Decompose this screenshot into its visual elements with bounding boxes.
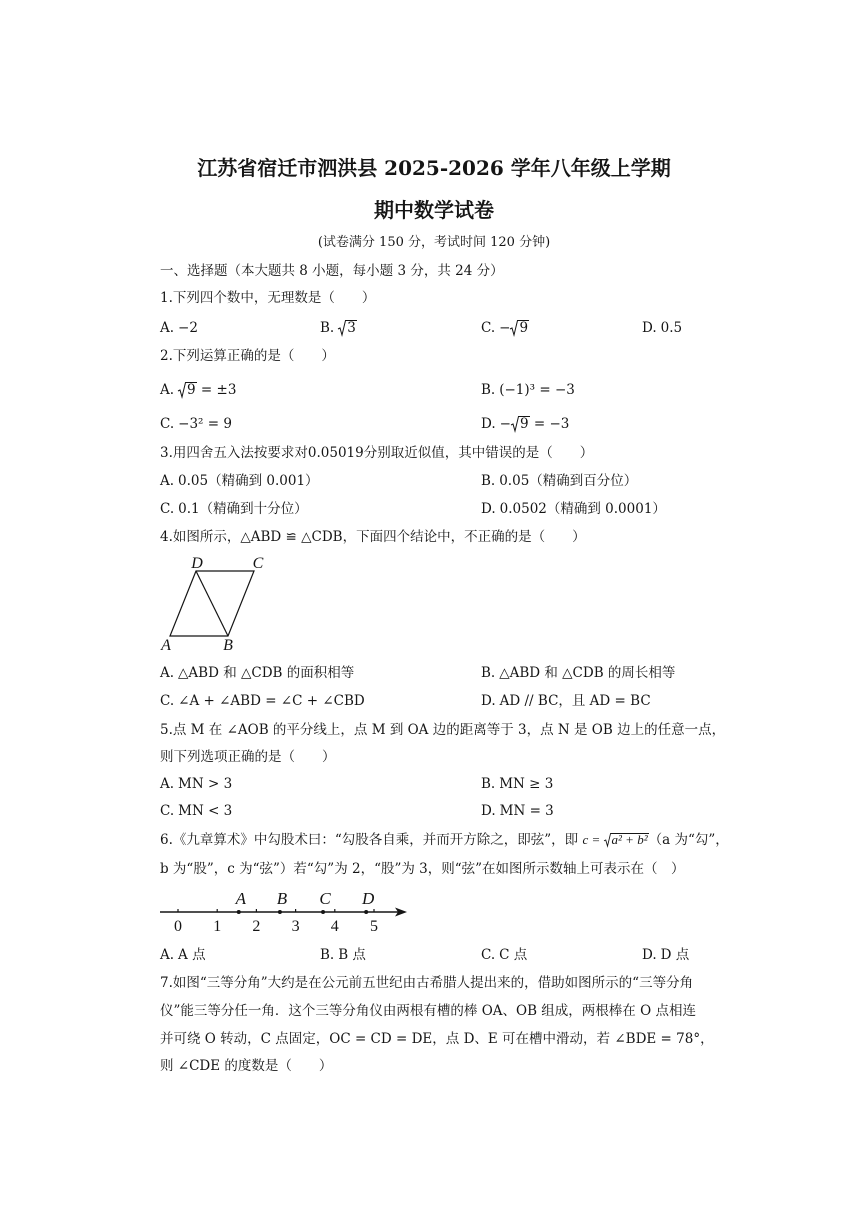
radicand: 9: [187, 382, 196, 398]
vertex-label-c: C: [252, 555, 264, 572]
radicand: 3: [347, 320, 356, 336]
option-label: A.: [160, 382, 175, 398]
option-text: A 点: [178, 947, 206, 963]
q7-stem-line-1: 7.如图“三等分角”大约是在公元前五世纪由古希腊人提出来的，借助如图所示的“三等分角: [160, 975, 694, 991]
q6-stem-line-1: [160, 831, 729, 850]
exam-note: (试卷满分 150 分，考试时间 120 分钟): [317, 235, 551, 250]
option-label: D.: [481, 501, 496, 517]
option-label: C.: [160, 416, 175, 432]
option-text: 0.05（精确到 0.001）: [178, 473, 319, 489]
option-label: B.: [481, 776, 496, 792]
q2-option-c: [160, 415, 232, 433]
option-text: 0.0502（精确到 0.0001）: [499, 501, 666, 517]
q1-option-a: [160, 319, 198, 337]
q5-option-d: [481, 802, 554, 820]
q1-option-b: [320, 319, 357, 337]
square-root: [178, 381, 197, 399]
option-text: △ABD 和 △CDB 的面积相等: [178, 665, 355, 681]
vertex-label-a: A: [161, 637, 171, 654]
option-label: C.: [481, 947, 496, 963]
q7-stem-line-3: 并可绕 O 转动，C 点固定，OC = CD = DE，点 D、E 可在槽中滑动，若 ∠BDE = 78°，: [160, 1031, 714, 1047]
square-root: [338, 319, 357, 337]
option-label: B.: [481, 665, 496, 681]
q4-option-b: [481, 664, 675, 682]
option-label: C.: [481, 320, 496, 336]
option-label: B.: [481, 382, 496, 398]
formula-lhs: c =: [582, 832, 604, 847]
q6-option-a: [160, 946, 206, 964]
option-text: 0.1（精确到十分位）: [178, 501, 308, 517]
option-text: −2: [178, 320, 198, 336]
option-label: A.: [160, 947, 175, 963]
point-d-label: D: [362, 889, 375, 908]
option-label: D.: [481, 416, 496, 432]
option-prefix: −: [499, 320, 511, 336]
vertex-label-d: D: [191, 555, 203, 572]
q4-option-a: [160, 664, 354, 682]
q3-option-d: [481, 500, 666, 518]
radicand: 9: [519, 320, 529, 336]
q2-option-a: [160, 381, 236, 399]
option-label: C.: [160, 803, 175, 819]
vertex-label-b: B: [223, 637, 233, 654]
tick-label-5: 5: [370, 918, 378, 935]
q5-option-b: [481, 775, 553, 793]
option-text: △ABD 和 △CDB 的周长相等: [499, 665, 676, 681]
point-b-label: B: [276, 889, 288, 908]
q6-stem-line-2: b 为“股”，c 为“弦”）若“勾”为 2，“股”为 3，则“弦”在如图所示数轴上可表示在（ ）: [160, 861, 685, 877]
radical-sign: [510, 320, 518, 336]
radical-sign: [178, 382, 186, 398]
q7-stem-line-4: 则 ∠CDE 的度数是（ ）: [160, 1058, 333, 1074]
point-c-dot: [321, 910, 325, 914]
q5-stem-line-1: 5.点 M 在 ∠AOB 的平分线上，点 M 到 OA 边的距离等于 3，点 N 是 OB 边上的任意一点，: [160, 722, 726, 738]
q6-stem-text: 6.《九章算术》中勾股术曰：“勾股各自乘，并而开方除之，即弦”，即: [160, 832, 583, 848]
radical-sign: [338, 320, 346, 336]
option-text: ∠A + ∠ABD = ∠C + ∠CBD: [178, 693, 365, 709]
option-suffix: = −3: [529, 416, 570, 432]
q6-stem-text-end: （a 为“勾”，: [648, 832, 729, 848]
radical-sign: [511, 416, 519, 432]
diagonal-db: [196, 571, 228, 636]
option-text: C 点: [499, 947, 528, 963]
option-label: C.: [160, 501, 175, 517]
section-heading: 一、选择题（本大题共 8 小题，每小题 3 分，共 24 分）: [160, 263, 504, 279]
point-a-label: A: [235, 889, 246, 908]
q5-option-c: [160, 802, 232, 820]
option-label: D.: [481, 693, 496, 709]
option-text: MN > 3: [178, 776, 233, 792]
option-text: MN ≥ 3: [499, 776, 554, 792]
q3-option-b: [481, 472, 637, 490]
point-b-dot: [278, 910, 282, 914]
option-text: MN < 3: [178, 803, 233, 819]
option-label: D.: [481, 803, 496, 819]
square-root: [511, 415, 530, 433]
option-text: B 点: [338, 947, 366, 963]
q6-option-b: [320, 946, 366, 964]
option-label: C.: [160, 693, 175, 709]
q3-option-a: [160, 472, 319, 490]
pythagorean-formula: [582, 834, 648, 847]
tick-label-1: 1: [213, 918, 222, 935]
option-label: A.: [160, 776, 175, 792]
q3-stem: 3.用四舍五入法按要求对0.05019分别取近似值，其中错误的是（ ）: [160, 445, 594, 461]
option-prefix: −: [499, 416, 511, 432]
q5-option-a: [160, 775, 232, 793]
option-text: −3² = 9: [178, 416, 232, 432]
option-text: (−1)³ = −3: [499, 382, 575, 398]
option-text: MN = 3: [499, 803, 554, 819]
q4-parallelogram-figure: [155, 552, 285, 654]
option-text: D 点: [660, 947, 690, 963]
point-c-label: C: [319, 889, 331, 908]
option-text: 0.5: [660, 320, 683, 336]
exam-subtitle: 期中数学试卷: [374, 198, 494, 222]
tick-label-2: 2: [252, 918, 261, 935]
q1-option-d: [642, 319, 682, 337]
option-label: B.: [320, 320, 335, 336]
q1-stem: 1.下列四个数中，无理数是（ ）: [160, 290, 376, 306]
number-line: [155, 886, 417, 936]
option-label: A.: [160, 473, 175, 489]
q4-option-c: [160, 692, 365, 710]
radicand: a² + b²: [611, 832, 648, 847]
option-suffix: = ±3: [196, 382, 237, 398]
square-root: [510, 319, 529, 337]
q3-option-c: [160, 500, 308, 518]
option-text: 0.05（精确到百分位）: [499, 473, 638, 489]
q6-option-c: [481, 946, 527, 964]
point-a-dot: [237, 910, 241, 914]
tick-label-0: 0: [174, 918, 182, 935]
option-label: B.: [320, 947, 335, 963]
exam-title: 江苏省宿迁市泗洪县 2025-2026 学年八年级上学期: [197, 156, 671, 180]
q2-stem: 2.下列运算正确的是（ ）: [160, 348, 335, 364]
q2-option-d: [481, 415, 569, 433]
square-root: [604, 832, 649, 850]
option-label: B.: [481, 473, 496, 489]
q2-option-b: [481, 381, 575, 399]
option-label: D.: [642, 320, 657, 336]
tick-label-3: 3: [291, 918, 300, 935]
q5-stem-line-2: 则下列选项正确的是（ ）: [160, 749, 336, 765]
q4-stem: 4.如图所示，△ABD ≌ △CDB，下面四个结论中，不正确的是（ ）: [160, 529, 586, 545]
option-label: A.: [160, 320, 175, 336]
q6-option-d: [642, 946, 689, 964]
radical-sign: [604, 833, 611, 847]
q4-option-d: [481, 692, 651, 710]
option-label: A.: [160, 665, 175, 681]
option-text: AD // BC，且 AD = BC: [499, 693, 651, 709]
tick-label-4: 4: [330, 918, 339, 935]
q7-stem-line-2: 仪”能三等分任一角．这个三等分角仪由两根有槽的棒 OA、OB 组成，两根棒在 O 点相连: [160, 1003, 696, 1019]
point-d-dot: [364, 910, 368, 914]
option-label: D.: [642, 947, 657, 963]
radicand: 9: [519, 416, 529, 432]
q1-option-c: [481, 319, 529, 337]
